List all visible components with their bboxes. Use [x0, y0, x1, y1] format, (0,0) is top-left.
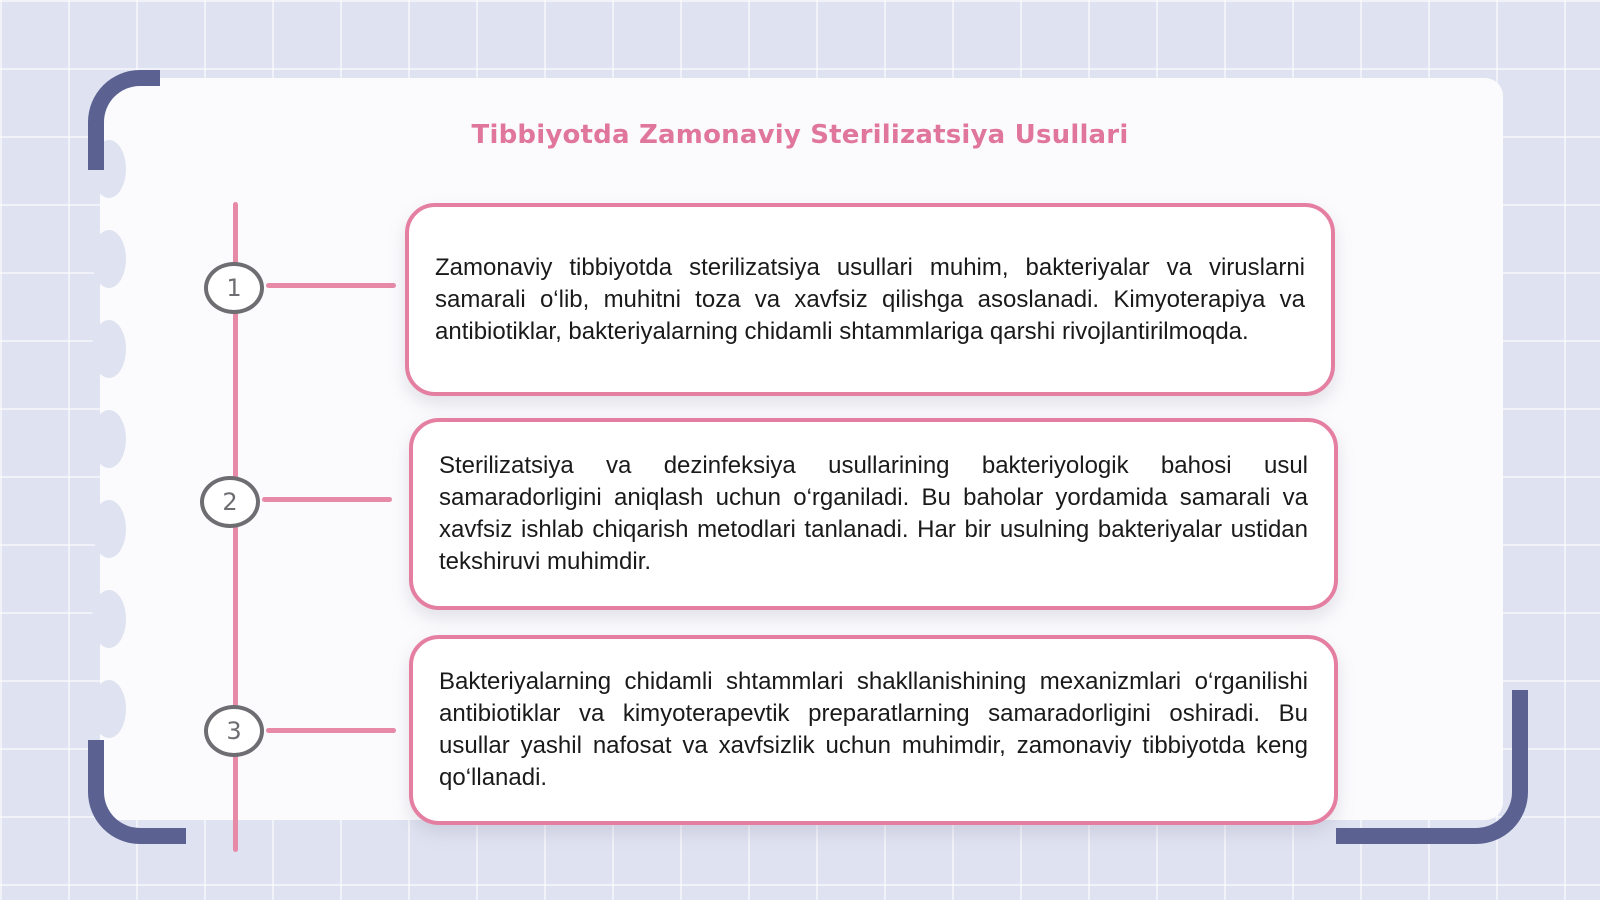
step-number-circle-3: [204, 705, 264, 757]
timeline-connector-1: [266, 283, 396, 288]
step-text: Sterilizatsiya va dezinfeksiya usullarining bakteriyologik bahosi usul samaradorligini aniqlash uchun o‘rganiladi. Bu baholar yordamida samarali va xavfsiz ishlab chiqarish metodlari tanlanadi. Har bir usulning bakteriyalar ustidan tekshiruvi muhimdir.: [439, 452, 1308, 575]
step-number: 3: [226, 717, 242, 745]
slide-title: Tibbiyotda Zamonaviy Sterilizatsiya Usullari: [471, 120, 1129, 150]
timeline-connector-3: [266, 728, 396, 733]
step-text: Bakteriyalarning chidamli shtammlari shakllanishining mexanizmlari o‘rganilishi antibiotiklar va kimyoterapevtik preparatlarning samaradorligini oshiradi. Bu usullar yashil nafosat va xavfsizlik uchun muhimdir, zamonaviy tibbiyotda keng qo‘llanadi.: [439, 668, 1308, 791]
step-box-1: [405, 203, 1335, 396]
timeline-connector-2: [262, 497, 392, 502]
corner-bracket-bottom-left: [88, 740, 186, 844]
step-number-circle-2: [200, 476, 260, 528]
step-number-circle-1: [204, 262, 264, 314]
corner-bracket-bottom-right: [1336, 690, 1528, 844]
step-box-2: [409, 418, 1338, 610]
step-number: 2: [222, 488, 238, 516]
step-number: 1: [226, 274, 242, 302]
step-box-3: [409, 635, 1338, 825]
step-text: Zamonaviy tibbiyotda sterilizatsiya usullari muhim, bakteriyalar va viruslarni samarali o‘lib, muhitni toza va xavfsiz qilishga asoslanadi. Kimyoterapiya va antibiotiklar, bakteriyalarning chidamli shtammlariga qarshi rivojlantirilmoqda.: [435, 253, 1305, 345]
notebook-scalloped-edge: [92, 140, 132, 760]
